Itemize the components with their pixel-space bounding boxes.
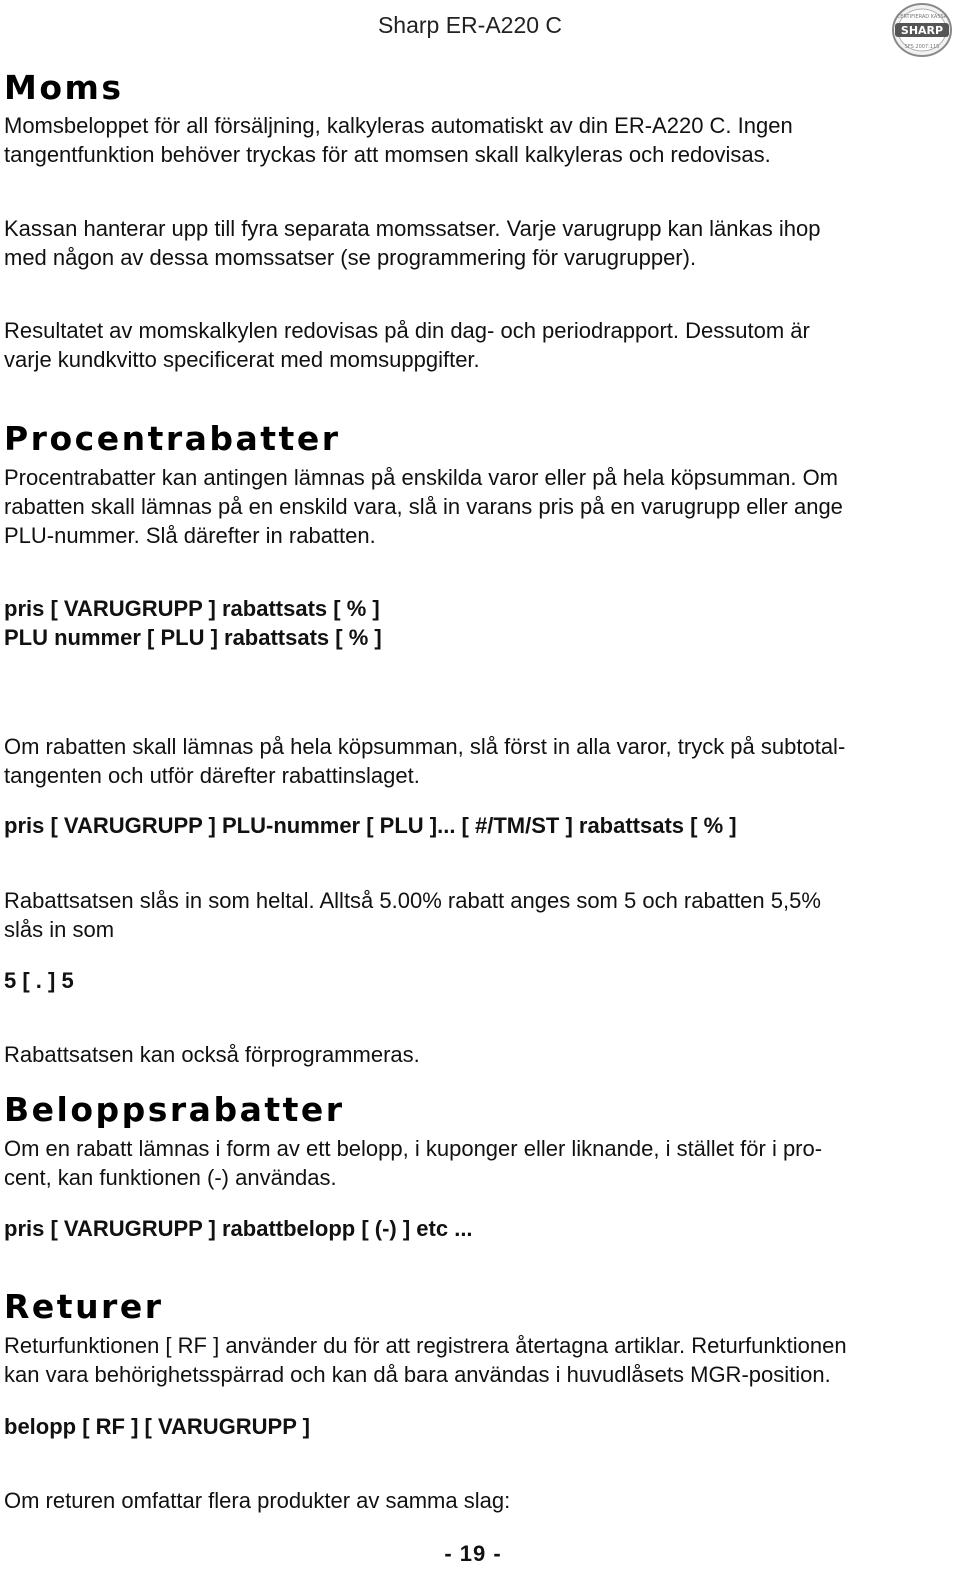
section-heading-moms: Moms <box>4 68 124 107</box>
procentrabatter-paragraph-2: Om rabatten skall lämnas på hela köpsumman, slå först in alla varor, tryck på subtotal- tangenten och utför därefter rabattinslaget. <box>4 734 846 788</box>
beloppsrabatter-paragraph-1: Om en rabatt lämnas i form av ett belopp, i kuponger eller liknande, i stället för i pro- cent, kan funktionen (-) användas. <box>4 1136 823 1190</box>
section-heading-returer: Returer <box>4 1287 164 1326</box>
moms-paragraph-3: Resultatet av momskalkylen redovisas på din dag- och periodrapport. Dessutom är varje kundkvitto specificerat med momsuppgifter. <box>4 318 810 372</box>
procentrabatter-key-sequence-2: pris [ VARUGRUPP ] PLU-nummer [ PLU ]... [ #/TM/ST ] rabattsats [ % ] <box>4 813 737 838</box>
beloppsrabatter-key-sequence-1: pris [ VARUGRUPP ] rabattbelopp [ (-) ] etc ... <box>4 1216 473 1241</box>
procentrabatter-paragraph-1: Procentrabatter kan antingen lämnas på enskilda varor eller på hela köpsumman. Om rabatten skall lämnas på en enskild vara, slå in varans pris på en varugrupp eller ange PLU-nummer. Slå därefter in rabatten. <box>4 465 843 548</box>
section-heading-procentrabatter: Procentrabatter <box>4 419 341 458</box>
certified-register-seal-icon <box>891 2 953 58</box>
moms-paragraph-1: Momsbeloppet för all försäljning, kalkyleras automatiskt av din ER-A220 C. Ingen tangentfunktion behöver tryckas för att momsen skall kalkyleras och redovisas. <box>4 113 793 167</box>
svg-text:SFS 2007:115: SFS 2007:115 <box>904 44 940 50</box>
moms-paragraph-2: Kassan hanterar upp till fyra separata momssatser. Varje varugrupp kan länkas ihop med någon av dessa momssatser (se programmering för varugrupper). <box>4 216 821 270</box>
procentrabatter-key-sequence-3: 5 [ . ] 5 <box>4 968 74 993</box>
returer-paragraph-2: Om returen omfattar flera produkter av samma slag: <box>4 1488 511 1513</box>
page-number: - 19 - <box>444 1541 502 1566</box>
section-heading-beloppsrabatter: Beloppsrabatter <box>4 1090 345 1129</box>
svg-text:SHARP: SHARP <box>900 24 944 37</box>
svg-text:CERTIFIERAD KASSA: CERTIFIERAD KASSA <box>896 14 948 20</box>
returer-key-sequence-1: belopp [ RF ] [ VARUGRUPP ] <box>4 1414 310 1439</box>
procentrabatter-key-sequence-1: pris [ VARUGRUPP ] rabattsats [ % ] PLU nummer [ PLU ] rabattsats [ % ] <box>4 596 382 650</box>
procentrabatter-paragraph-3: Rabattsatsen slås in som heltal. Alltså 5.00% rabatt anges som 5 och rabatten 5,5% slås in som <box>4 888 821 942</box>
procentrabatter-paragraph-4: Rabattsatsen kan också förprogrammeras. <box>4 1042 420 1067</box>
document-header-title: Sharp ER-A220 C <box>377 12 563 38</box>
returer-paragraph-1: Returfunktionen [ RF ] använder du för att registrera återtagna artiklar. Returfunktionen kan vara behörighetsspärrad och kan då bara användas i huvudlåsets MGR-position. <box>4 1333 847 1387</box>
